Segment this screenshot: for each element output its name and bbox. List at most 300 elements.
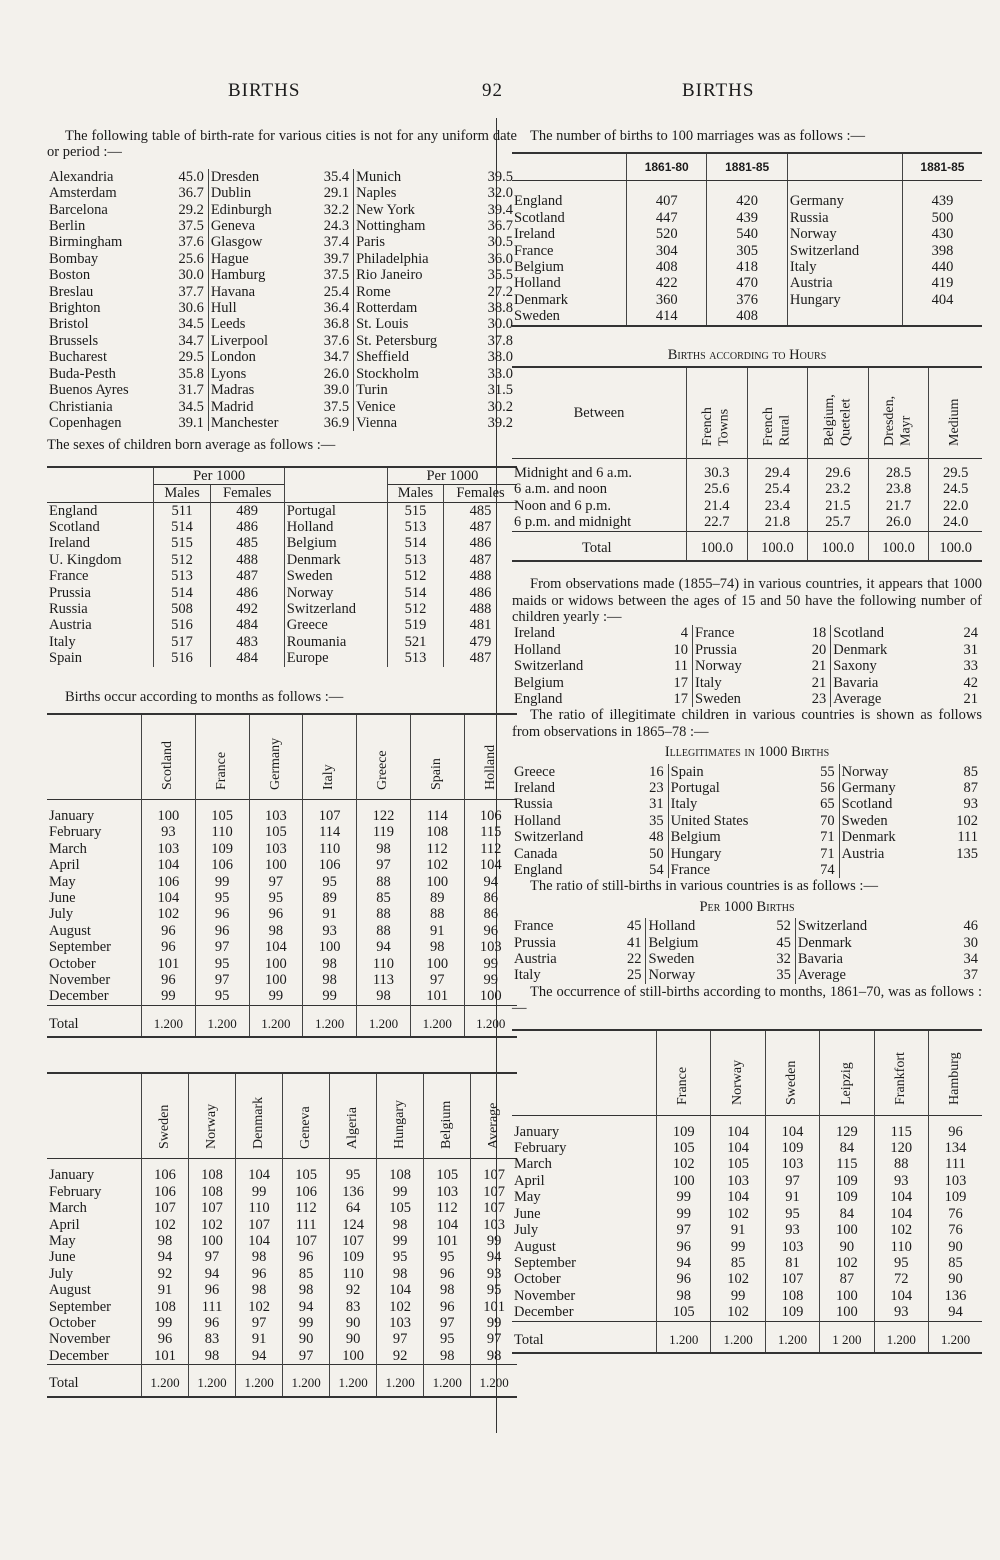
per-1000-value: 513 [387,552,443,568]
col-label: Average [485,1102,501,1150]
births-value: 420 [707,181,787,210]
maid-country-row [512,675,982,691]
months1-row [47,857,517,873]
month-value: 101 [142,1348,189,1365]
hours-value: 29.4 [747,459,808,482]
illegitimate-country-row [512,813,982,829]
months2-col-header [189,1073,236,1159]
marriages-row [512,226,982,242]
month-value: 98 [377,1217,424,1233]
city-value: 30.2 [487,398,513,415]
city-name: Brighton [49,300,101,317]
month-value: 107 [471,1200,517,1216]
cities-table [47,169,517,432]
month-value: 98 [283,1282,330,1298]
month-value: 115 [874,1115,928,1140]
month-value: 104 [711,1189,765,1205]
still-country-value: 52 [776,918,791,935]
per-1000-value: 513 [154,568,210,584]
month-value: 99 [283,1315,330,1331]
bottom-rule [47,1397,517,1398]
month-value: 94 [189,1266,236,1282]
col-label: Denmark [250,1096,266,1150]
month-value: 97 [236,1315,283,1331]
city-value: 32.0 [487,185,513,202]
country-name: Italy [49,633,76,650]
illegitimate-country-value: 54 [649,862,664,878]
month-value: 92 [377,1348,424,1365]
period-label: Noon and 6 p.m. [514,497,612,514]
still-months-col-header [711,1030,765,1116]
city-row [47,185,517,201]
month-label: March [49,840,87,857]
month-value: 104 [711,1140,765,1156]
still-country-row [512,967,982,983]
month-label: May [514,1189,541,1206]
months2-col-header [377,1073,424,1159]
month-value: 108 [189,1159,236,1184]
city-name: Turin [354,382,474,398]
month-value: 114 [410,800,464,825]
illegitimate-country-value: 16 [649,763,664,780]
month-value: 91 [236,1331,283,1347]
city-value: 36.7 [178,185,204,202]
month-value: 98 [377,1266,424,1282]
hours-total-row [512,531,982,561]
hours-value: 24.5 [929,481,982,497]
still-country-value: 25 [626,967,642,984]
still-country-name: Prussia [514,934,556,951]
sexes-row [47,519,517,535]
months1-row [47,824,517,840]
maid-country-name: France [693,625,791,641]
city-value: 37.8 [487,332,513,349]
months2-row [47,1331,517,1347]
city-name: Havana [208,284,309,300]
births-value: 540 [707,226,787,242]
month-value: 99 [464,956,517,972]
city-name: Liverpool [208,333,309,349]
still-country-name: Average [795,967,941,983]
hours-value: 29.5 [929,459,982,482]
city-name: Buda-Pesth [49,365,116,382]
month-label: December [514,1304,574,1321]
sexes-row [47,634,517,650]
maid-country-value: 23 [811,690,827,707]
city-name: Bristol [49,316,89,333]
months1-col-header [303,714,357,800]
month-value: 129 [820,1115,874,1140]
city-value: 27.2 [487,283,513,300]
hours-row [512,481,982,497]
city-name: Paris [354,234,474,250]
period-label: 6 a.m. and noon [514,481,608,498]
still-country-name: Austria [514,951,557,968]
month-value: 109 [820,1189,874,1205]
city-row [47,234,517,250]
illegitimate-table [512,764,982,879]
month-value: 96 [142,923,196,939]
country-name: Europe [284,650,387,666]
month-value: 93 [471,1266,517,1282]
births-value: 419 [902,275,982,291]
months2-row [47,1282,517,1298]
city-value: 24.3 [323,218,350,235]
city-value: 39.1 [178,414,204,431]
header-left: BIRTHS [228,80,301,101]
per-1000-value: 516 [154,617,210,633]
city-name: Madrid [208,399,309,415]
hours-col-header [808,367,869,459]
month-value: 102 [142,1217,189,1233]
maid-country-value: 10 [673,641,688,658]
city-name: Lyons [208,366,309,382]
total-value: 1.200 [657,1321,711,1353]
per-1000-value: 512 [387,601,443,617]
blank [47,485,154,502]
maid-country-name: Prussia [693,642,791,658]
city-row [47,316,517,332]
months1-col-header [142,714,196,800]
month-value: 106 [303,857,357,873]
month-value: 107 [236,1217,283,1233]
month-value: 85 [283,1266,330,1282]
month-value: 100 [820,1222,874,1238]
months2-col-header [236,1073,283,1159]
month-label: May [49,1232,76,1249]
still-country-value: 32 [776,951,791,968]
months1-row [47,956,517,972]
month-value: 89 [410,890,464,906]
city-value: 37.5 [323,398,350,415]
month-value: 103 [471,1217,517,1233]
total-value: 1.200 [874,1321,928,1353]
month-value: 99 [377,1233,424,1249]
total-value: 1.200 [330,1365,377,1397]
maid-country-name: Norway [693,658,791,674]
city-row [47,399,517,415]
month-value: 104 [236,1159,283,1184]
per-1000-value: 487 [444,552,517,568]
sexes-row [47,552,517,568]
city-value: 38.8 [487,300,513,317]
city-name: Rio Janeiro [354,267,474,283]
still-months-col-header [874,1030,928,1116]
month-value: 109 [765,1304,819,1321]
per-1000-value: 513 [387,519,443,535]
sexes-row [47,502,517,519]
header-right: BIRTHS [682,80,755,101]
month-value: 98 [471,1348,517,1365]
month-value: 95 [424,1331,471,1347]
hours-col-header [868,367,929,459]
month-value: 106 [283,1184,330,1200]
month-value: 100 [657,1173,711,1189]
still-country-name: Denmark [795,935,941,951]
city-name: Sheffield [354,349,474,365]
page-number: 92 [482,80,503,101]
month-label: December [49,1347,109,1364]
month-value: 103 [765,1156,819,1172]
month-label: October [49,955,96,972]
month-value: 94 [928,1304,982,1321]
city-name: Manchester [208,415,309,431]
per-1000-value: 508 [154,601,210,617]
illegitimate-country-value: 71 [820,829,835,846]
month-label: October [49,1314,96,1331]
country-name: Norway [787,226,902,242]
months2-row [47,1299,517,1315]
per-1000-value: 486 [444,585,517,601]
month-value: 106 [464,800,517,825]
city-name: Philadelphia [354,251,474,267]
month-label: July [49,1265,74,1282]
city-name: Munich [354,169,474,185]
col-label: Holland [482,744,498,790]
month-value: 111 [283,1217,330,1233]
city-name: New York [354,202,474,218]
month-value: 97 [195,972,249,988]
illegitimate-country-value: 135 [956,845,978,862]
city-value: 45.0 [178,168,204,185]
col-label: French Rural [760,406,793,446]
bottom-rule [512,326,982,333]
city-name: London [208,349,309,365]
country-name: U. Kingdom [49,551,122,568]
maid-country-name: Bavaria [831,675,943,691]
city-name: Copenhagen [49,414,122,431]
maid-country-value: 21 [811,674,827,691]
blank [284,485,387,502]
still-months-row [512,1206,982,1222]
month-value: 101 [142,956,196,972]
maid-country-name: Denmark [831,642,943,658]
city-name: Stockholm [354,366,474,382]
marriages-row [512,210,982,226]
month-label: March [49,1200,87,1217]
city-name: Glasgow [208,234,309,250]
per-1000-value: 486 [444,535,517,551]
month-value: 95 [471,1282,517,1298]
month-value: 101 [424,1233,471,1249]
still-country-name: Norway [646,967,754,983]
month-value: 96 [189,1282,236,1298]
month-value: 64 [330,1200,377,1216]
month-value: 104 [377,1282,424,1298]
month-value: 95 [377,1249,424,1265]
blank [47,1397,517,1398]
month-value: 106 [195,857,249,873]
month-value: 102 [711,1271,765,1287]
month-value: 103 [928,1173,982,1189]
city-name: Berlin [49,218,86,235]
month-value: 93 [874,1173,928,1189]
sexes-table [47,466,517,667]
illegitimate-title: Illegitimates in 1000 Births [664,744,830,761]
illegitimate-country-value: 23 [649,779,664,796]
blank [512,153,627,181]
months1-col-header [195,714,249,800]
month-value: 86 [464,906,517,922]
month-value: 96 [928,1115,982,1140]
month-value: 99 [142,1315,189,1331]
month-value: 112 [464,841,517,857]
maid-country-value: 31 [963,641,978,658]
total-value: 100.0 [747,531,808,561]
maid-country-name: Holland [514,641,561,658]
sexes-row [47,650,517,666]
still-months-row [512,1173,982,1189]
months1-row [47,939,517,955]
city-value: 30.0 [487,316,513,333]
per-1000-value: 511 [154,502,210,519]
maid-country-value: 33 [963,658,978,675]
still-country-name: Belgium [646,935,754,951]
month-value: 89 [303,890,357,906]
illegitimate-country-value: 35 [649,812,664,829]
month-value: 104 [874,1206,928,1222]
city-name: Bucharest [49,349,107,366]
col-label: Geneva [297,1106,313,1150]
still-country-name: Switzerland [795,918,941,934]
month-value: 94 [471,1249,517,1265]
country-name: Switzerland [284,601,387,617]
city-name: Amsterdam [49,185,117,202]
month-value: 97 [283,1348,330,1365]
total-value: 1.200 [410,1005,464,1037]
per-1000-value: 486 [210,519,284,535]
months1-header [47,714,517,800]
total-value: 1.200 [236,1365,283,1397]
illegitimate-country-value: 55 [820,763,835,780]
total-label: Total [512,531,687,561]
per-1000-value: 481 [444,617,517,633]
month-value: 96 [249,906,303,922]
month-value: 87 [820,1271,874,1287]
month-value: 93 [142,824,196,840]
month-value: 95 [765,1206,819,1222]
city-value: 39.2 [487,414,513,431]
col-1881-85: 1881-85 [902,153,982,181]
city-row [47,251,517,267]
month-value: 96 [189,1315,236,1331]
still-months-table [512,1029,982,1354]
illegitimate-country-name: Scotland [839,796,936,812]
per-1000-value: 489 [210,502,284,519]
maid-country-value: 18 [811,625,827,642]
country-name: Ireland [49,535,91,552]
col-label: France [675,1067,691,1106]
month-value: 100 [410,874,464,890]
city-value: 31.7 [178,382,204,399]
country-name: Ireland [514,226,556,243]
month-value: 91 [711,1222,765,1238]
month-value: 100 [303,939,357,955]
total-value: 1.200 [464,1005,517,1037]
month-value: 105 [377,1200,424,1216]
city-name: Christiania [49,398,113,415]
month-value: 109 [820,1173,874,1189]
illegitimate-country-name: Hungary [668,846,804,862]
country-name: England [514,193,563,210]
months2-row [47,1184,517,1200]
month-value: 95 [303,874,357,890]
total-label: Total [47,1365,142,1397]
period-label: 6 p.m. and midnight [514,514,632,531]
per-1000-value: 512 [387,568,443,584]
maid-country-name: Scotland [831,625,943,641]
country-name: Roumania [284,634,387,650]
col-label: Norway [203,1103,219,1150]
maid-country-name: Ireland [514,625,556,642]
month-value: 96 [464,923,517,939]
month-value: 102 [874,1222,928,1238]
still-months-col-header [928,1030,982,1116]
month-value: 105 [424,1159,471,1184]
month-value: 136 [330,1184,377,1200]
month-value: 97 [657,1222,711,1238]
month-value: 93 [874,1304,928,1321]
city-value: 35.8 [178,365,204,382]
intro-months: Births occur according to months as follows :— [65,688,344,705]
month-value: 98 [357,841,411,857]
per-1000-value: 516 [154,650,210,666]
illegitimate-country-row [512,780,982,796]
country-name: Russia [787,210,902,226]
month-value: 114 [303,824,357,840]
month-value: 98 [424,1282,471,1298]
per-1000-label: Per 1000 [154,467,284,485]
month-value: 107 [283,1233,330,1249]
month-label: January [512,1115,657,1140]
total-value: 1.200 [377,1365,424,1397]
month-value: 99 [657,1206,711,1222]
per-1000-value: 484 [210,650,284,666]
month-value: 95 [195,988,249,1005]
city-row [47,202,517,218]
intro-sexes: The sexes of children born average as follows :— [47,437,336,454]
months1-row [47,923,517,939]
month-label: June [514,1205,541,1222]
hours-value: 24.0 [929,514,982,531]
still-country-name: Sweden [646,951,754,967]
city-name: St. Petersburg [354,333,474,349]
months2-col-header [424,1073,471,1159]
city-name: Rotterdam [354,300,474,316]
month-value: 85 [357,890,411,906]
month-value: 103 [249,800,303,825]
month-value: 106 [142,1184,189,1200]
per-1000-label: Per 1000 [387,467,517,485]
per-1000-value: 514 [154,519,210,535]
month-label: February [49,1183,102,1200]
month-label: April [514,1172,545,1189]
sexes-row [47,535,517,551]
total-value: 1.200 [471,1365,517,1397]
month-value: 107 [330,1233,377,1249]
marriages-header [512,153,982,181]
per-1000-value: 515 [154,535,210,551]
months2-col-header [142,1073,189,1159]
city-name: Brussels [49,332,99,349]
total-value: 1.200 [189,1365,236,1397]
maid-country-value: 24 [963,625,978,642]
still-country-value: 45 [626,918,642,935]
month-value: 102 [410,857,464,873]
total-value: 100.0 [808,531,869,561]
month-value: 102 [820,1255,874,1271]
month-value: 90 [283,1331,330,1347]
